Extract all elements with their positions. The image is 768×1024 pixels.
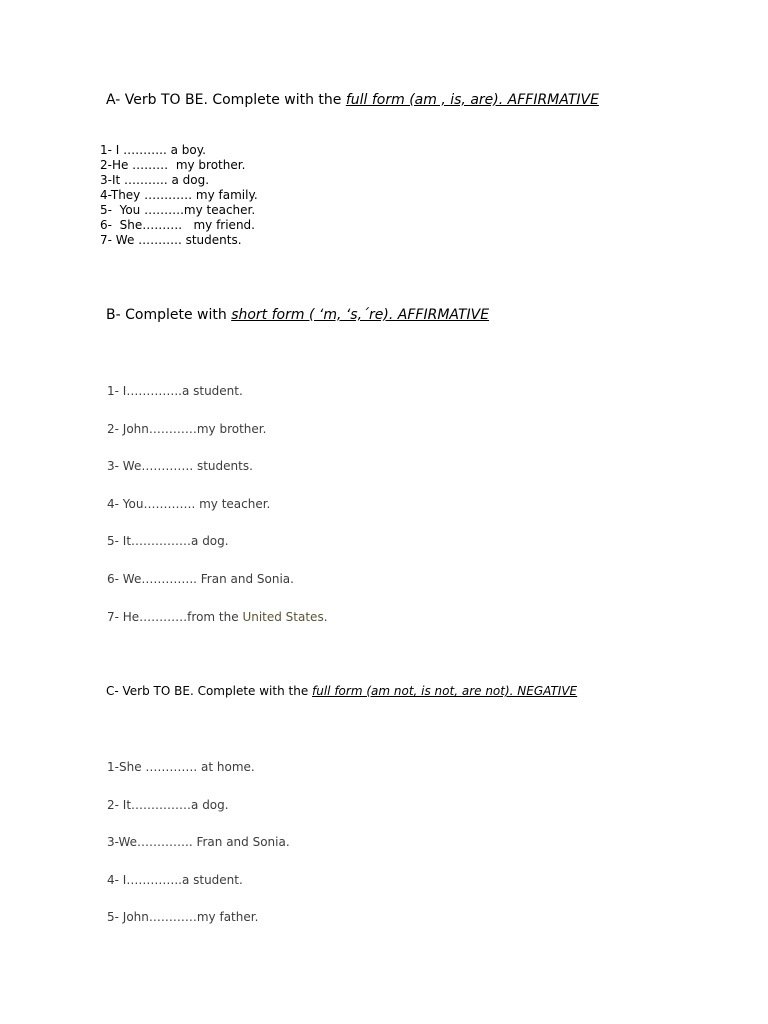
- section-c-heading-prefix: C- Verb TO BE. Complete with the: [106, 684, 313, 698]
- list-item: 3- We…………. students.: [107, 459, 253, 474]
- list-item: 6- We………….. Fran and Sonia.: [107, 571, 294, 586]
- item-7-prefix: 7- He…………from the: [107, 609, 243, 624]
- list-item: 4-They ………… my family.: [100, 188, 258, 202]
- section-c-list: [107, 760, 290, 948]
- list-item: 1-She …………. at home.: [107, 760, 255, 774]
- section-a-heading: [106, 92, 599, 108]
- list-item: 2- John…………my brother.: [107, 421, 267, 436]
- list-item: [107, 610, 328, 648]
- list-item: 5- You ……….my teacher.: [100, 203, 256, 217]
- section-c-heading-underlined: full form (am not, is not, are not). NEGATIVE: [312, 684, 578, 698]
- section-a-list: [100, 143, 258, 248]
- section-b-heading: [106, 307, 489, 323]
- section-c-heading: [106, 684, 577, 698]
- section-b-heading-underlined: short form ( ‘m, ‘s,´re). AFFIRMATIVE: [231, 307, 490, 323]
- list-item: 2- It……………a dog.: [107, 797, 229, 812]
- section-b-list: [107, 384, 328, 647]
- section-a-heading-underlined: full form (am , is, are). AFFIRMATIVE: [345, 92, 599, 108]
- section-a-heading-prefix: A- Verb TO BE. Complete with the: [106, 92, 346, 108]
- item-7-place: United States: [242, 609, 324, 624]
- list-item: 4- You…………. my teacher.: [107, 496, 271, 511]
- item-7-suffix: .: [323, 609, 328, 624]
- list-item: 3-We………….. Fran and Sonia.: [107, 835, 290, 850]
- list-item: 1- I…………..a student.: [107, 384, 243, 398]
- list-item: 6- She………. my friend.: [100, 218, 255, 232]
- list-item: 4- I…………..a student.: [107, 872, 243, 887]
- section-b-heading-prefix: B- Complete with: [106, 307, 232, 323]
- list-item: 3-It ……….. a dog.: [100, 173, 210, 187]
- list-item: 1- I ……….. a boy.: [100, 143, 206, 157]
- list-item: 7- We ……….. students.: [100, 233, 242, 247]
- list-item: 2-He ……… my brother.: [100, 158, 246, 172]
- list-item: 5- John…………my father.: [107, 910, 259, 925]
- list-item: 5- It……………a dog.: [107, 534, 229, 549]
